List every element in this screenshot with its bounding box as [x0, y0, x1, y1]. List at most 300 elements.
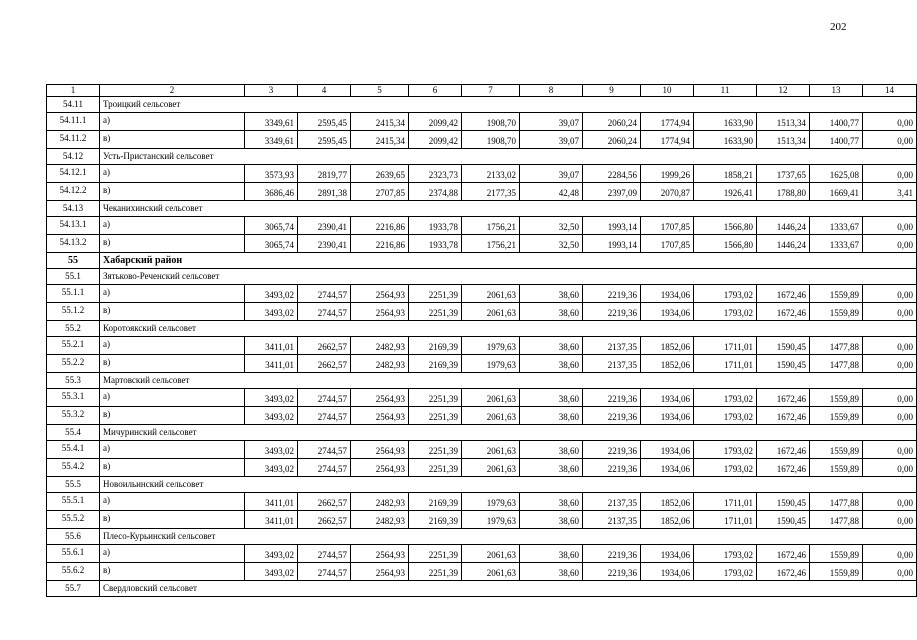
row-code: 55.3.1 [47, 389, 100, 407]
table-row [47, 183, 917, 201]
table-row [47, 407, 917, 425]
value-cell: 1852,06 [641, 511, 694, 529]
value-cell: 1993,14 [583, 217, 641, 235]
value-cell: 38,60 [520, 545, 583, 563]
value-cell: 2060,24 [583, 131, 641, 149]
value-cell: 2744,57 [298, 441, 351, 459]
value-cell: 2415,34 [351, 113, 409, 131]
row-code: 54.12.2 [47, 183, 100, 201]
value-cell: 2482,93 [351, 493, 409, 511]
row-code: 54.12.1 [47, 165, 100, 183]
column-number-cell: 6 [409, 85, 462, 97]
value-cell: 0,00 [863, 217, 917, 235]
value-cell: 1933,78 [409, 235, 462, 253]
section-name: Зятьково-Реченский сельсовет [100, 269, 917, 285]
value-cell: 3411,01 [245, 337, 298, 355]
value-cell: 0,00 [863, 113, 917, 131]
value-cell: 39,07 [520, 131, 583, 149]
value-cell: 1852,06 [641, 355, 694, 373]
value-cell: 1672,46 [757, 285, 810, 303]
value-cell: 1672,46 [757, 389, 810, 407]
value-cell: 2482,93 [351, 511, 409, 529]
table-row [47, 563, 917, 581]
value-cell: 1793,02 [694, 303, 757, 321]
value-cell: 2284,56 [583, 165, 641, 183]
section-header-row [47, 373, 917, 389]
value-cell: 2137,35 [583, 337, 641, 355]
value-cell: 1793,02 [694, 441, 757, 459]
table-row [47, 337, 917, 355]
value-cell: 1934,06 [641, 441, 694, 459]
column-number-cell: 2 [100, 85, 245, 97]
section-header-row [47, 477, 917, 493]
value-cell: 2819,77 [298, 165, 351, 183]
value-cell: 1707,85 [641, 235, 694, 253]
value-cell: 2219,36 [583, 407, 641, 425]
value-cell: 38,60 [520, 407, 583, 425]
row-code: 55.1.1 [47, 285, 100, 303]
row-variant-label: а) [100, 113, 245, 131]
value-cell: 2060,24 [583, 113, 641, 131]
value-cell: 3411,01 [245, 511, 298, 529]
table-row [47, 165, 917, 183]
value-cell: 2070,87 [641, 183, 694, 201]
value-cell: 1756,21 [462, 217, 520, 235]
value-cell: 2169,39 [409, 511, 462, 529]
value-cell: 1566,80 [694, 235, 757, 253]
value-cell: 3493,02 [245, 441, 298, 459]
value-cell: 1858,21 [694, 165, 757, 183]
value-cell: 3349,61 [245, 113, 298, 131]
value-cell: 1793,02 [694, 407, 757, 425]
value-cell: 1999,26 [641, 165, 694, 183]
value-cell: 1559,89 [810, 563, 863, 581]
column-number-cell: 3 [245, 85, 298, 97]
value-cell: 2251,39 [409, 285, 462, 303]
value-cell: 3493,02 [245, 545, 298, 563]
value-cell: 1934,06 [641, 389, 694, 407]
row-code: 55.3.2 [47, 407, 100, 425]
value-cell: 2099,42 [409, 113, 462, 131]
value-cell: 2744,57 [298, 459, 351, 477]
value-cell: 0,00 [863, 285, 917, 303]
table-row [47, 303, 917, 321]
value-cell: 1590,45 [757, 511, 810, 529]
value-cell: 0,00 [863, 131, 917, 149]
section-name: Плесо-Курьинский сельсовет [100, 529, 917, 545]
table-row [47, 441, 917, 459]
section-header-row [47, 97, 917, 113]
value-cell: 2662,57 [298, 355, 351, 373]
row-code: 55 [47, 253, 100, 269]
row-variant-label: в) [100, 355, 245, 373]
column-number-row [47, 85, 917, 97]
table-row [47, 459, 917, 477]
row-code: 55.5.1 [47, 493, 100, 511]
value-cell: 1788,80 [757, 183, 810, 201]
value-cell: 2251,39 [409, 389, 462, 407]
row-code: 54.13.1 [47, 217, 100, 235]
value-cell: 39,07 [520, 113, 583, 131]
value-cell: 2219,36 [583, 459, 641, 477]
value-cell: 2251,39 [409, 545, 462, 563]
value-cell: 2219,36 [583, 303, 641, 321]
row-variant-label: в) [100, 511, 245, 529]
value-cell: 2133,02 [462, 165, 520, 183]
value-cell: 38,60 [520, 355, 583, 373]
value-cell: 1774,94 [641, 113, 694, 131]
value-cell: 2744,57 [298, 545, 351, 563]
value-cell: 1477,88 [810, 355, 863, 373]
value-cell: 2251,39 [409, 459, 462, 477]
row-variant-label: в) [100, 459, 245, 477]
district-name: Хабарский район [100, 253, 917, 269]
value-cell: 1400,77 [810, 131, 863, 149]
value-cell: 2564,93 [351, 389, 409, 407]
value-cell: 1711,01 [694, 337, 757, 355]
value-cell: 1737,65 [757, 165, 810, 183]
value-cell: 0,00 [863, 389, 917, 407]
value-cell: 1633,90 [694, 131, 757, 149]
section-header-row [47, 581, 917, 597]
row-variant-label: а) [100, 545, 245, 563]
value-cell: 32,50 [520, 235, 583, 253]
value-cell: 2482,93 [351, 337, 409, 355]
row-code: 54.11.1 [47, 113, 100, 131]
value-cell: 2219,36 [583, 441, 641, 459]
value-cell: 2219,36 [583, 545, 641, 563]
value-cell: 1934,06 [641, 563, 694, 581]
value-cell: 2564,93 [351, 407, 409, 425]
row-variant-label: в) [100, 183, 245, 201]
section-name: Новоильинский сельсовет [100, 477, 917, 493]
value-cell: 1513,34 [757, 131, 810, 149]
value-cell: 1625,08 [810, 165, 863, 183]
value-cell: 1672,46 [757, 459, 810, 477]
value-cell: 2061,63 [462, 303, 520, 321]
value-cell: 2169,39 [409, 337, 462, 355]
value-cell: 3,41 [863, 183, 917, 201]
page-number: 202 [830, 21, 847, 33]
row-code: 54.13.2 [47, 235, 100, 253]
value-cell: 32,50 [520, 217, 583, 235]
row-code: 55.2.1 [47, 337, 100, 355]
section-header-row [47, 269, 917, 285]
value-cell: 2639,65 [351, 165, 409, 183]
value-cell: 3065,74 [245, 217, 298, 235]
table-row [47, 511, 917, 529]
row-code: 54.12 [47, 149, 100, 165]
section-header-row [47, 201, 917, 217]
column-number-cell: 5 [351, 85, 409, 97]
value-cell: 0,00 [863, 337, 917, 355]
value-cell: 2251,39 [409, 407, 462, 425]
value-cell: 1559,89 [810, 407, 863, 425]
section-name: Чеканихинский сельсовет [100, 201, 917, 217]
row-variant-label: а) [100, 389, 245, 407]
value-cell: 2564,93 [351, 545, 409, 563]
value-cell: 1979,63 [462, 493, 520, 511]
value-cell: 1934,06 [641, 285, 694, 303]
table-row [47, 355, 917, 373]
value-cell: 1793,02 [694, 389, 757, 407]
row-code: 55.2 [47, 321, 100, 337]
value-cell: 1590,45 [757, 355, 810, 373]
value-cell: 1908,70 [462, 131, 520, 149]
value-cell: 1672,46 [757, 563, 810, 581]
value-cell: 2251,39 [409, 441, 462, 459]
tariff-table [46, 84, 917, 597]
value-cell: 2137,35 [583, 493, 641, 511]
value-cell: 1908,70 [462, 113, 520, 131]
row-code: 55.1 [47, 269, 100, 285]
value-cell: 1400,77 [810, 113, 863, 131]
row-code: 54.13 [47, 201, 100, 217]
row-code: 55.5.2 [47, 511, 100, 529]
value-cell: 39,07 [520, 165, 583, 183]
column-number-cell: 12 [757, 85, 810, 97]
row-variant-label: в) [100, 563, 245, 581]
value-cell: 2219,36 [583, 389, 641, 407]
value-cell: 1711,01 [694, 511, 757, 529]
value-cell: 3493,02 [245, 407, 298, 425]
value-cell: 1993,14 [583, 235, 641, 253]
value-cell: 0,00 [863, 493, 917, 511]
value-cell: 3686,46 [245, 183, 298, 201]
value-cell: 1852,06 [641, 493, 694, 511]
district-header-row [47, 253, 917, 269]
value-cell: 2744,57 [298, 563, 351, 581]
value-cell: 2219,36 [583, 285, 641, 303]
value-cell: 1559,89 [810, 459, 863, 477]
section-name: Мартовский сельсовет [100, 373, 917, 389]
value-cell: 2251,39 [409, 563, 462, 581]
value-cell: 2169,39 [409, 493, 462, 511]
value-cell: 3493,02 [245, 389, 298, 407]
row-variant-label: в) [100, 407, 245, 425]
value-cell: 1559,89 [810, 545, 863, 563]
row-variant-label: в) [100, 303, 245, 321]
value-cell: 1756,21 [462, 235, 520, 253]
value-cell: 2061,63 [462, 389, 520, 407]
value-cell: 1477,88 [810, 493, 863, 511]
value-cell: 1477,88 [810, 337, 863, 355]
value-cell: 2061,63 [462, 441, 520, 459]
value-cell: 1934,06 [641, 407, 694, 425]
value-cell: 2744,57 [298, 285, 351, 303]
value-cell: 2744,57 [298, 389, 351, 407]
value-cell: 2219,36 [583, 563, 641, 581]
value-cell: 3573,93 [245, 165, 298, 183]
value-cell: 3411,01 [245, 355, 298, 373]
value-cell: 2137,35 [583, 511, 641, 529]
value-cell: 2397,09 [583, 183, 641, 201]
value-cell: 38,60 [520, 441, 583, 459]
value-cell: 2061,63 [462, 545, 520, 563]
value-cell: 1633,90 [694, 113, 757, 131]
value-cell: 2595,45 [298, 131, 351, 149]
value-cell: 2482,93 [351, 355, 409, 373]
value-cell: 0,00 [863, 459, 917, 477]
value-cell: 2595,45 [298, 113, 351, 131]
row-variant-label: а) [100, 337, 245, 355]
value-cell: 1793,02 [694, 459, 757, 477]
value-cell: 1559,89 [810, 389, 863, 407]
value-cell: 2216,86 [351, 217, 409, 235]
value-cell: 1711,01 [694, 355, 757, 373]
value-cell: 1793,02 [694, 563, 757, 581]
table-row [47, 545, 917, 563]
value-cell: 1979,63 [462, 511, 520, 529]
section-name: Троицкий сельсовет [100, 97, 917, 113]
value-cell: 2137,35 [583, 355, 641, 373]
value-cell: 3493,02 [245, 459, 298, 477]
value-cell: 1513,34 [757, 113, 810, 131]
column-number-cell: 10 [641, 85, 694, 97]
value-cell: 2564,93 [351, 303, 409, 321]
value-cell: 2564,93 [351, 441, 409, 459]
row-code: 55.6.1 [47, 545, 100, 563]
value-cell: 3493,02 [245, 563, 298, 581]
row-code: 55.6 [47, 529, 100, 545]
value-cell: 38,60 [520, 337, 583, 355]
value-cell: 2415,34 [351, 131, 409, 149]
value-cell: 38,60 [520, 389, 583, 407]
value-cell: 2707,85 [351, 183, 409, 201]
value-cell: 2251,39 [409, 303, 462, 321]
value-cell: 38,60 [520, 493, 583, 511]
value-cell: 42,48 [520, 183, 583, 201]
value-cell: 1477,88 [810, 511, 863, 529]
value-cell: 3349,61 [245, 131, 298, 149]
value-cell: 1793,02 [694, 545, 757, 563]
value-cell: 0,00 [863, 563, 917, 581]
value-cell: 2564,93 [351, 459, 409, 477]
value-cell: 2374,88 [409, 183, 462, 201]
value-cell: 2061,63 [462, 563, 520, 581]
column-number-cell: 14 [863, 85, 917, 97]
value-cell: 2662,57 [298, 511, 351, 529]
value-cell: 1446,24 [757, 217, 810, 235]
value-cell: 2177,35 [462, 183, 520, 201]
value-cell: 1672,46 [757, 303, 810, 321]
value-cell: 38,60 [520, 563, 583, 581]
value-cell: 1934,06 [641, 459, 694, 477]
row-variant-label: а) [100, 217, 245, 235]
row-code: 55.6.2 [47, 563, 100, 581]
value-cell: 2169,39 [409, 355, 462, 373]
column-number-cell: 8 [520, 85, 583, 97]
table-row [47, 235, 917, 253]
value-cell: 38,60 [520, 285, 583, 303]
row-code: 55.2.2 [47, 355, 100, 373]
value-cell: 38,60 [520, 459, 583, 477]
column-number-cell: 13 [810, 85, 863, 97]
row-variant-label: а) [100, 441, 245, 459]
value-cell: 2061,63 [462, 407, 520, 425]
table-row [47, 131, 917, 149]
table-row [47, 217, 917, 235]
value-cell: 1590,45 [757, 493, 810, 511]
value-cell: 1672,46 [757, 545, 810, 563]
value-cell: 1590,45 [757, 337, 810, 355]
row-variant-label: а) [100, 493, 245, 511]
value-cell: 1926,41 [694, 183, 757, 201]
value-cell: 2891,38 [298, 183, 351, 201]
column-number-cell: 7 [462, 85, 520, 97]
value-cell: 1852,06 [641, 337, 694, 355]
value-cell: 38,60 [520, 511, 583, 529]
value-cell: 1559,89 [810, 441, 863, 459]
value-cell: 0,00 [863, 165, 917, 183]
value-cell: 0,00 [863, 303, 917, 321]
value-cell: 1934,06 [641, 303, 694, 321]
value-cell: 1672,46 [757, 441, 810, 459]
row-code: 55.5 [47, 477, 100, 493]
column-number-cell: 11 [694, 85, 757, 97]
value-cell: 3493,02 [245, 285, 298, 303]
value-cell: 2744,57 [298, 407, 351, 425]
value-cell: 1566,80 [694, 217, 757, 235]
value-cell: 3411,01 [245, 493, 298, 511]
row-variant-label: а) [100, 165, 245, 183]
value-cell: 3065,74 [245, 235, 298, 253]
value-cell: 2061,63 [462, 459, 520, 477]
value-cell: 2744,57 [298, 303, 351, 321]
table-body [47, 85, 917, 597]
section-name: Усть-Пристанский сельсовет [100, 149, 917, 165]
row-variant-label: в) [100, 235, 245, 253]
value-cell: 1793,02 [694, 285, 757, 303]
section-name: Коротоякский сельсовет [100, 321, 917, 337]
row-code: 54.11 [47, 97, 100, 113]
value-cell: 1934,06 [641, 545, 694, 563]
value-cell: 1446,24 [757, 235, 810, 253]
value-cell: 0,00 [863, 511, 917, 529]
value-cell: 2216,86 [351, 235, 409, 253]
value-cell: 0,00 [863, 441, 917, 459]
row-code: 54.11.2 [47, 131, 100, 149]
value-cell: 1559,89 [810, 285, 863, 303]
row-code: 55.4 [47, 425, 100, 441]
row-code: 55.4.2 [47, 459, 100, 477]
row-code: 55.4.1 [47, 441, 100, 459]
value-cell: 3493,02 [245, 303, 298, 321]
row-variant-label: в) [100, 131, 245, 149]
row-code: 55.7 [47, 581, 100, 597]
section-name: Мичуринский сельсовет [100, 425, 917, 441]
value-cell: 2390,41 [298, 235, 351, 253]
value-cell: 2390,41 [298, 217, 351, 235]
value-cell: 0,00 [863, 407, 917, 425]
section-header-row [47, 425, 917, 441]
value-cell: 2323,73 [409, 165, 462, 183]
value-cell: 2662,57 [298, 337, 351, 355]
value-cell: 0,00 [863, 355, 917, 373]
column-number-cell: 4 [298, 85, 351, 97]
section-name: Свердловский сельсовет [100, 581, 917, 597]
row-code: 55.3 [47, 373, 100, 389]
value-cell: 2099,42 [409, 131, 462, 149]
value-cell: 1774,94 [641, 131, 694, 149]
value-cell: 2061,63 [462, 285, 520, 303]
table-row [47, 389, 917, 407]
value-cell: 1979,63 [462, 337, 520, 355]
section-header-row [47, 321, 917, 337]
row-variant-label: а) [100, 285, 245, 303]
value-cell: 1979,63 [462, 355, 520, 373]
column-number-cell: 1 [47, 85, 100, 97]
